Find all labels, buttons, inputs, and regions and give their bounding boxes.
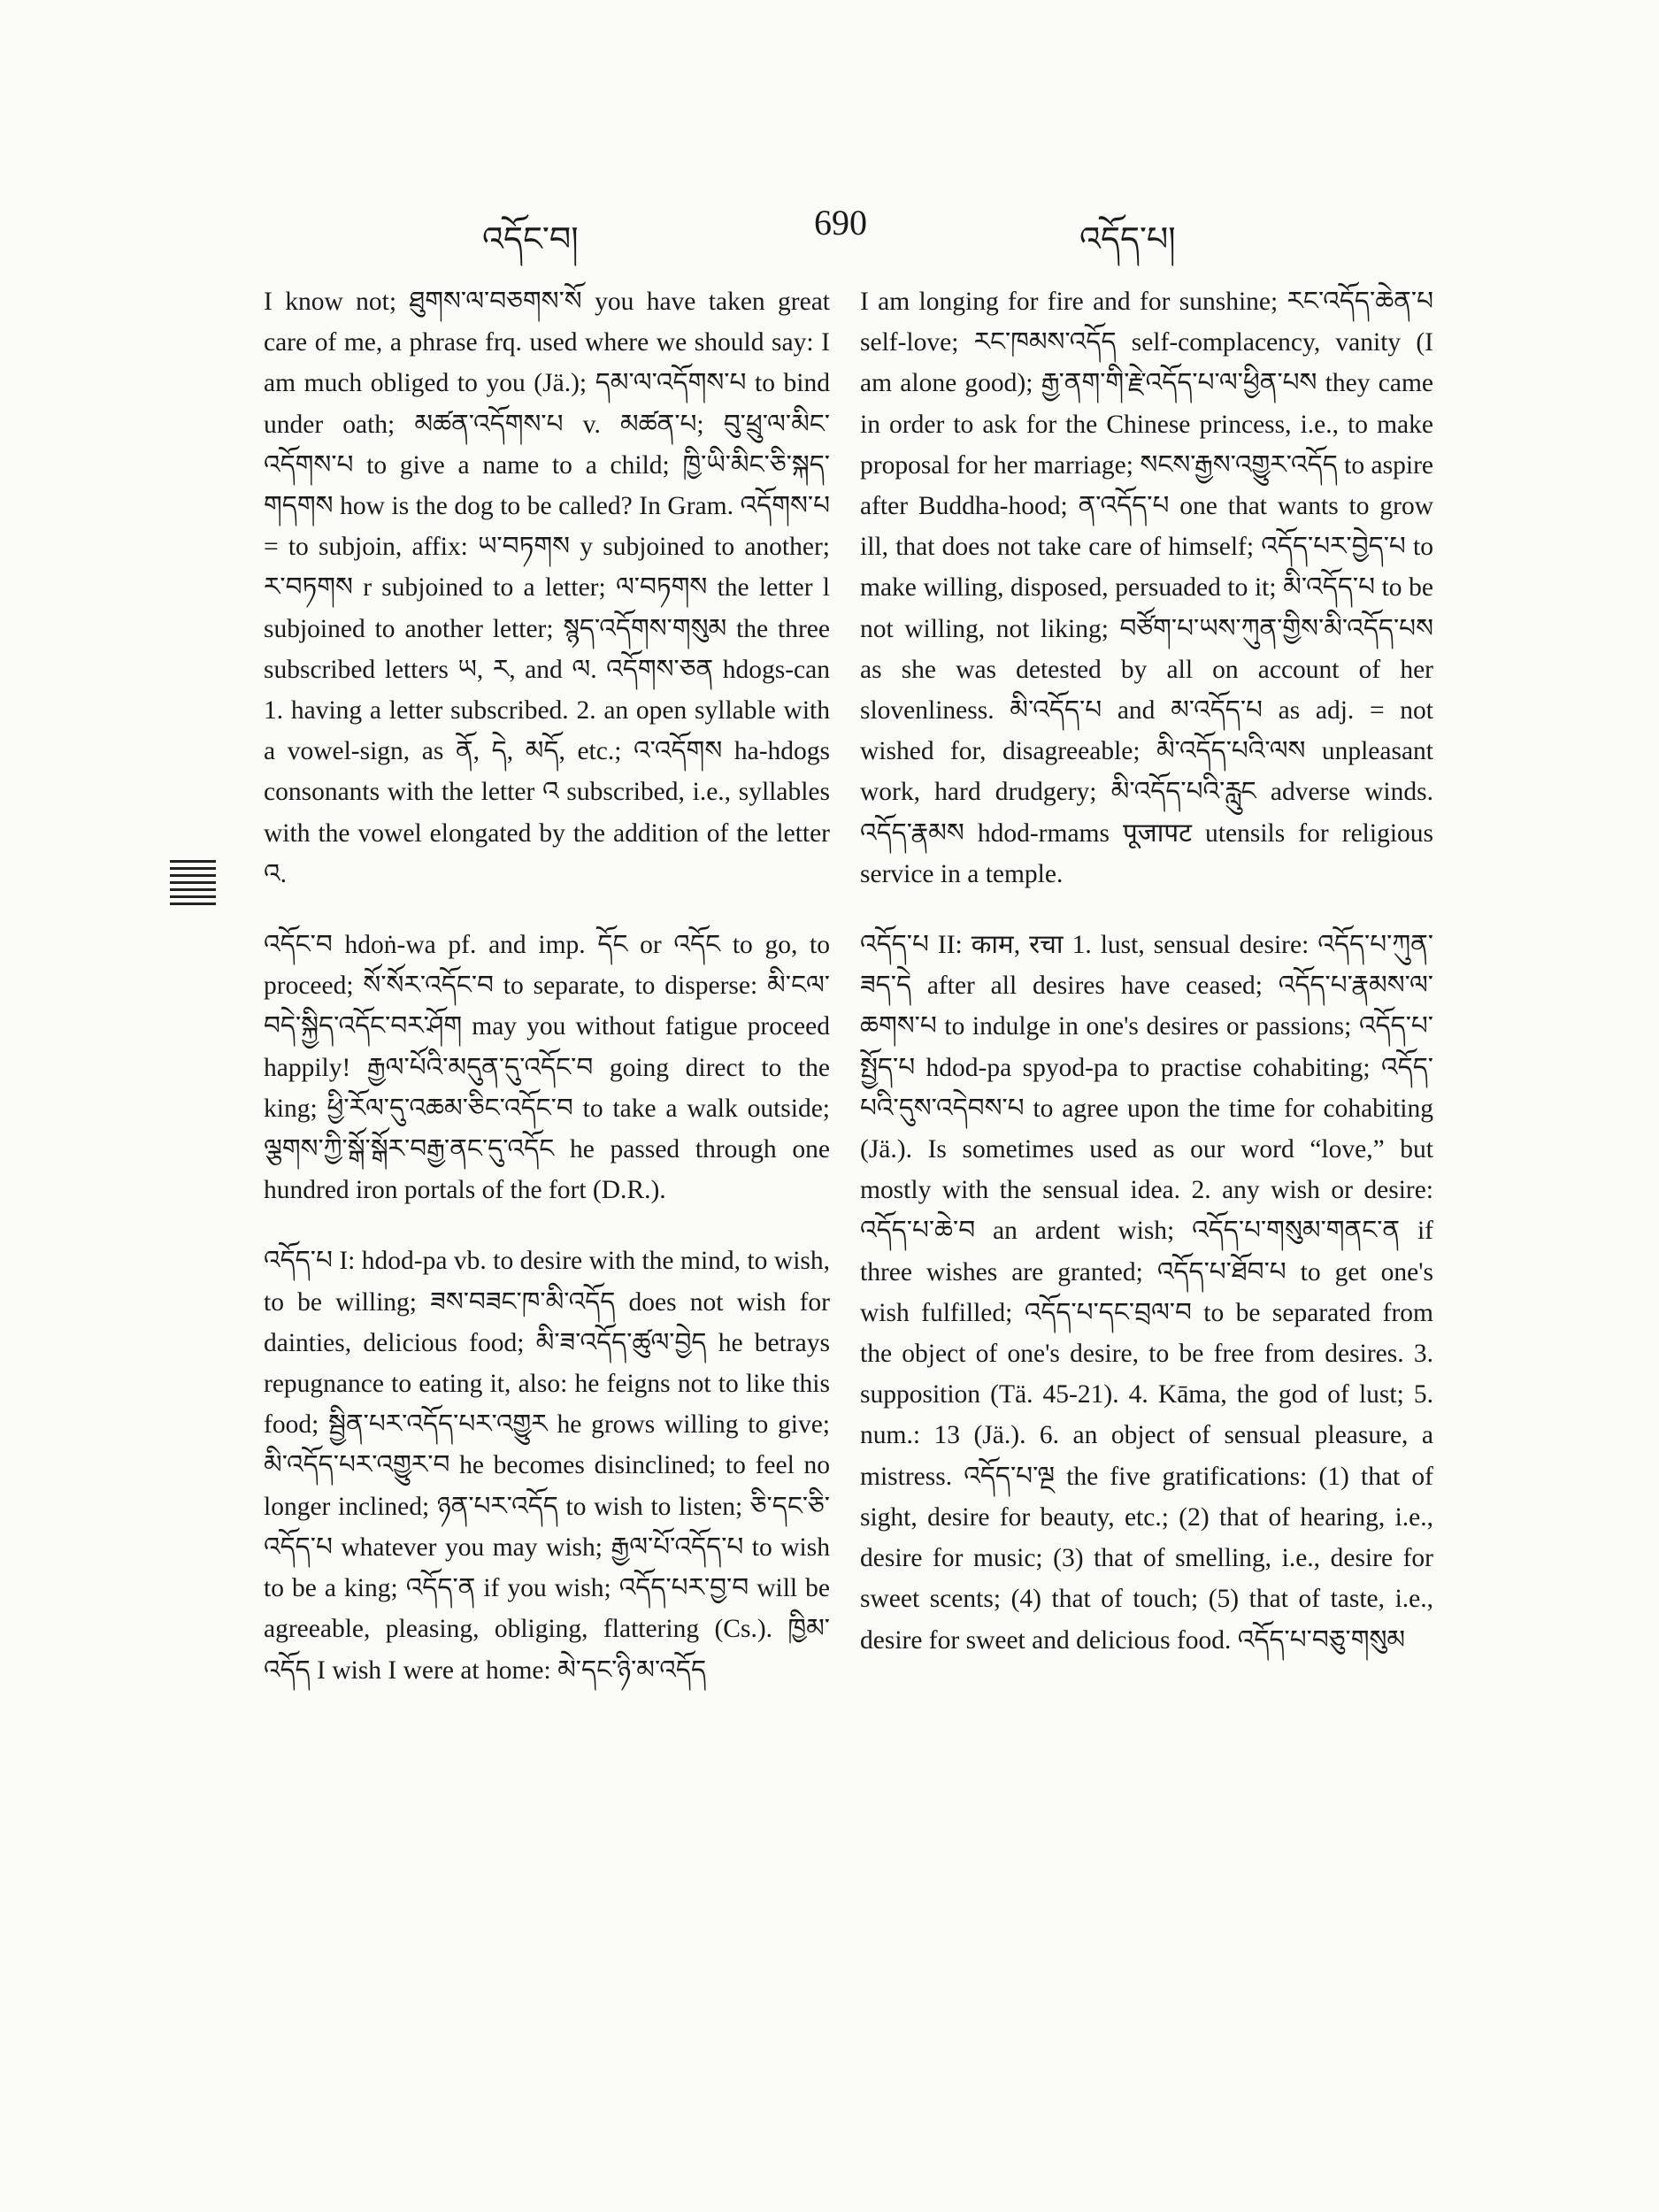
entry-hdod-pa-2: འདོད་པ II: काम, रचा 1. lust, sensual desire: འདོད་པ་ཀུན་ཟད་དེ after all desires have ceased; འདོད་པ་རྣམས་ལ་ཆགས་པ to indulge in one's desires or passions; འདོད་པ་སྤྱོད་པ hdod-pa spyod-pa to practise cohabiting; འདོད་པའི་དུས་འདེབས་པ to agree upon the time for cohabiting (Jä.). Is sometimes used as our word “love,” but mostly with the sensual idea. 2. any wish or desire: འདོད་པ་ཆེ་བ an ardent wish; འདོད་པ་གསུམ་གནང་ན if three wishes are granted; འདོད་པ་ཐོབ་པ to get one's wish fulfilled; འདོད་པ་དང་བྲལ་བ to be separated from the object of one's desire, to be free from desires. 3. supposition (Tä. 45-21). 4. Kāma, the god of lust; 5. num.: 13 (Jä.). 6. an object of sensual pleasure, a mistress. འདོད་པ་ལྔ the five gratifications: (1) that of sight, desire for beauty, etc.; (2) that of hearing, i.e., desire for music; (3) that of smelling, i.e., desire for sweet scents; (4) that of touch; (5) that of taste, i.e., desire for sweet and delicious food. འདོད་པ་བཅུ་གསུམ (860, 931, 1433, 1655)
left-running-head: འདོང་བ། (482, 221, 579, 258)
right-running-head: འདོད་པ། (1079, 221, 1176, 258)
right-column (860, 281, 1433, 1691)
page-header (265, 202, 1451, 258)
entry-hdod-pa-1-continued: I am longing for fire and for sunshine; རང་འདོད་ཆེན་པ self-love; རང་ཁམས་འདོད self-complacency, vanity (I am alone good); རྒྱ་ནག་གི་རྗེ་འདོད་པ་ལ་ཕྱིན་པས they came in order to ask for the Chinese princess, i.e., to make proposal for her marriage; སངས་རྒྱས་འགྱུར་འདོད to aspire after Buddha-hood; ན་འདོད་པ one that wants to grow ill, that does not take care of himself; འདོད་པར་བྱེད་པ to make willing, disposed, persuaded to it; མི་འདོད་པ to be not willing, not liking; བཙོག་པ་ཡས་ཀུན་གྱིས་མི་འདོད་པས as she was detested by all on account of her slovenliness. མི་འདོད་པ and མ་འདོད་པ as adj. = not wished for, disagreeable; མི་འདོད་པའི་ལས unpleasant work, hard drudgery; མི་འདོད་པའི་རླུང adverse winds. འདོད་རྣམས hdod-rmams पूजापट utensils for religious service in a temple. (860, 288, 1433, 888)
left-column (264, 281, 830, 1721)
entry-hdon-wa: འདོང་བ hdoṅ-wa pf. and imp. དོང or འདོང to go, to proceed; སོ་སོར་འདོང་བ to separate, to disperse: མི་ངལ་བདེ་སྐྱིད་འདོང་བར་ཤོག may you without fatigue proceed happily! རྒྱལ་པོའི་མདུན་དུ་འདོང་བ going direct to the king; ཕྱི་རོལ་དུ་འཆམ་ཅིང་འདོང་བ to take a walk outside; ལྕགས་ཀྱི་སྒོ་སྒོར་བརྒྱ་ནང་དུ་འདོང he passed through one hundred iron portals of the fort (D.R.). (264, 931, 830, 1205)
margin-ornament-icon (170, 860, 216, 918)
page-number: 690 (814, 203, 867, 242)
entry-continuation: I know not; ཐུགས་ལ་བཅགས་སོ you have taken great care of me, a phrase frq. used where we should say: I am much obliged to you (Jä.); དམ་ལ་འདོགས་པ to bind under oath; མཚན་འདོགས་པ v. མཚན་པ; བུ་ཕྲུ་ལ་མིང་འདོགས་པ to give a name to a child; ཁྱི་ཡི་མིང་ཅི་སྐད་གདགས how is the dog to be called? In Gram. འདོགས་པ = to subjoin, affix: ཡ་བཏགས y subjoined to another; ར་བཏགས r subjoined to a letter; ལ་བཏགས the letter l subjoined to another letter; སྙད་འདོགས་གསུམ the three subscribed letters ཡ, ར, and ལ. འདོགས་ཅན hdogs-can 1. having a letter subscribed. 2. an open syllable with a vowel-sign, as ནོ, དེ, མདོ, etc.; འ་འདོགས ha-hdogs consonants with the letter འ subscribed, i.e., syllables with the vowel elongated by the addition of the letter འ. (264, 288, 830, 888)
entry-hdod-pa-1: འདོད་པ I: hdod-pa vb. to desire with the mind, to wish, to be willing; ཟས་བཟང་ཁ་མི་འདོད does not wish for dainties, delicious food; མི་ཟ་འདོད་ཚུལ་བྱེད he betrays repugnance to eating it, also: he feigns not to like this food; སྦྱིན་པར་འདོད་པར་འགྱུར he grows willing to give; མི་འདོད་པར་འགྱུར་བ he becomes disinclined; to feel no longer inclined; ཉན་པར་འདོད to wish to listen; ཅི་དང་ཅི་འདོད་པ whatever you may wish; རྒྱལ་པོ་འདོད་པ to wish to be a king; འདོད་ན if you wish; འདོད་པར་བྱ་བ will be agreeable, pleasing, obliging, flattering (Cs.). ཁྱིམ་འདོད I wish I were at home: མེ་དང་ཉི་མ་འདོད (264, 1247, 830, 1685)
